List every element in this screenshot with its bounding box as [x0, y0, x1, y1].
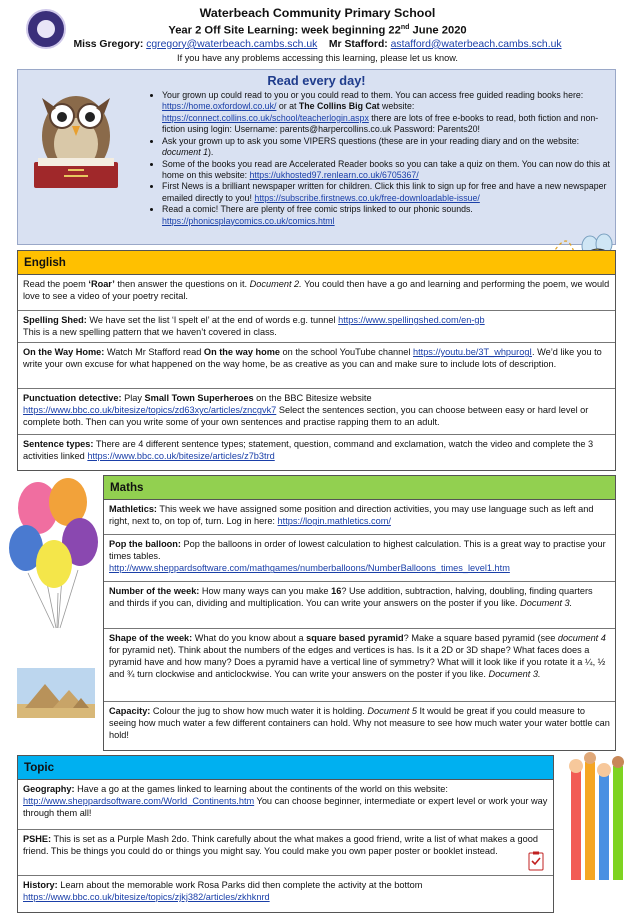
phonics-comics-link[interactable]: https://phonicsplaycomics.co.uk/comics.html	[162, 215, 335, 226]
reading-title: Read every day!	[267, 73, 366, 88]
table-row: Read the poem ‘Roar’ then answer the questions on it. Document 2. You could then have a go and learning and performing the poem, we would love to see a video of your poetry recital.	[18, 275, 615, 311]
pencil-kids-icon	[565, 752, 627, 892]
reading-list	[146, 90, 620, 227]
list-item: • Some of the books you read are Accelerated Reader books so you can take a quiz on them. You can now do this at home on this website: https://ukhosted97.renlearn.co.uk/6705367/	[162, 159, 620, 182]
table-row: Pop the balloon: Pop the balloons in order of lowest calculation to highest calculation. This is a great way to practise your times tables. http://www.sheppardsoftware.com/mathgames/numberballoons/NumberBalloons_times_level1.htm	[104, 535, 615, 582]
list-item: • Your grown up could read to you or you could read to them. You can access free guided reading books here: https://home.oxfordowl.co.uk/ or at The Collins Big Cat website: https://connect.collins.co.uk/school/teacherlogin.aspx there are lots of free e-books to read, both fiction and non-fiction using login: Username: parents@harpercollins.co.uk Password: Parents20!	[162, 90, 620, 136]
table-row: History: Learn about the memorable work Rosa Parks did then complete the activity at the bottom https://www.bbc.co.uk/bitesize/topics/zjkj382/articles/zkhknrd	[23, 880, 423, 903]
topic-section	[17, 755, 554, 913]
table-row: PSHE: This is set as a Purple Mash 2do. Think carefully about the what makes a good friend, write a list of what makes a good friend. This be things you could do or things you might say. You could make you own paper poster or booklet instead.	[18, 830, 553, 876]
bitesize-sentences-link[interactable]: https://www.bbc.co.uk/bitesize/articles/z7b3trd	[87, 451, 275, 462]
table-row: Number of the week: How many ways can you make 16? Use addition, subtraction, halving, doubling, finding quarters and thirds if you can, dividing and multiplication. You can write your answers on the poster if you like. Document 3.	[104, 582, 615, 629]
mathletics-link[interactable]: https://login.mathletics.com/	[277, 516, 391, 527]
firstnews-link[interactable]: https://subscribe.firstnews.co.uk/free-downloadable-issue/	[254, 192, 480, 203]
topic-title: Topic	[18, 756, 553, 780]
school-name: Waterbeach Community Primary School	[199, 6, 436, 20]
balloons-game-link[interactable]: http://www.sheppardsoftware.com/mathgames/numberballoons/NumberBalloons_times_level1.htm	[109, 563, 510, 574]
table-row: Sentence types: There are 4 different sentence types; statement, question, command and exclamation, watch the video and complete the 3 activities linked https://www.bbc.co.uk/bitesize/articles/z7b3trd	[23, 439, 594, 462]
renlearn-link[interactable]: https://ukhosted97.renlearn.co.uk/6705367/	[249, 169, 419, 180]
rosa-parks-link[interactable]: https://www.bbc.co.uk/bitesize/topics/zjkj382/articles/zkhknrd	[23, 892, 270, 903]
table-row: Spelling Shed: We have set the list ‘l spelt el’ at the end of words e.g. tunnel https://www.spellingshed.com/en-gb This is a new spelling pattern that we haven’t covered in class.	[18, 311, 615, 343]
pyramids-photo-icon	[17, 668, 95, 718]
table-row: Geography: Have a go at the games linked to learning about the continents of the world on this website: http://www.sheppardsoftware.com/World_Continents.htm You can choose beginner, intermediate or expert level or work your way through them all!	[18, 780, 553, 830]
bitesize-punctuation-link[interactable]: https://www.bbc.co.uk/bitesize/topics/zd63xyc/articles/zncgvk7	[23, 405, 277, 416]
table-row: Capacity: Colour the jug to show how much water it is holding. Document 5 It would be great if you could measure to seeing how much water a few different containers can hold. Why not measure to see how much water your water bottle can hold!	[109, 706, 610, 741]
teacher-contacts: Miss Gregory: cgregory@waterbeach.cambs.sch.uk Mr Stafford: astafford@waterbeach.cambs.sch.uk	[73, 38, 562, 50]
list-item: • Ask your grown up to ask you some VIPERS questions (these are in your reading diary and on the website: document 1).	[162, 136, 620, 159]
list-item: • Read a comic! There are plenty of free comic strips linked to our phonic sounds. https://phonicsplaycomics.co.uk/comics.html	[162, 204, 620, 227]
collins-link[interactable]: https://connect.collins.co.uk/school/teacherlogin.aspx	[162, 112, 369, 123]
youtube-link[interactable]: https://youtu.be/3T_whpurogI	[412, 347, 532, 357]
table-row: Punctuation detective: Play Small Town Superheroes on the BBC Bitesize website https://www.bbc.co.uk/bitesize/topics/zd63xyc/articles/zncgvk7 Select the sentences section, you can choose between easy or hard level or complete both. Then can you write some of your own sentences and practise rapping them to an adult.	[18, 389, 615, 435]
maths-section	[103, 475, 616, 751]
balloons-icon	[8, 478, 100, 648]
english-title: English	[18, 251, 615, 275]
help-note: If you have any problems accessing this learning, please let us know.	[177, 52, 458, 63]
table-row: Shape of the week: What do you know about a square based pyramid? Make a square based pyramid (see document 4 for pyramid net). Think about the numbers of the edges and vertices is has. Is it a 2D or 3D shape? What faces does a pyramid have and how many? Does a pyramid have a vertical line of symmetry? What will it look like if you rotate it a ¼, ½ and ¾ turn clockwise and anticlockwise. You can write your answers on the poster if you like. Document 3.	[104, 629, 615, 702]
oxford-owl-link[interactable]: https://home.oxfordowl.co.uk/	[162, 101, 277, 112]
email-gregory-link[interactable]: cgregory@waterbeach.cambs.sch.uk	[146, 38, 318, 50]
spellingshed-link[interactable]: https://www.spellingshed.com/en-gb	[338, 315, 485, 325]
maths-title: Maths	[104, 476, 615, 500]
page-subtitle: Year 2 Off Site Learning: week beginning 22nd June 2020	[168, 24, 467, 37]
2do-clipboard-icon	[526, 851, 546, 871]
english-section	[17, 250, 616, 471]
page-header	[0, 6, 635, 64]
continents-link[interactable]: http://www.sheppardsoftware.com/World_Continents.htm	[23, 796, 255, 807]
table-row: Mathletics: This week we have assigned some position and direction activities, you may use language such as left and right, next to, on top of, turn. Log in here: https://login.mathletics.com/	[104, 500, 615, 535]
email-stafford-link[interactable]: astafford@waterbeach.cambs.sch.uk	[390, 38, 562, 50]
owl-reading-icon	[28, 84, 124, 194]
list-item: • First News is a brilliant newspaper written for children. Click this link to sign up for free and have a new newspaper emailed directly to you! https://subscribe.firstnews.co.uk/free-downloadable-issue/	[162, 181, 620, 204]
table-row: On the Way Home: Watch Mr Stafford read On the way home on the school YouTube channel https://youtu.be/3T_whpurogI. We’d like you to write your own excuse for what happened on the way home, be as creative as you can and make sure to include lots of description.	[18, 343, 615, 389]
